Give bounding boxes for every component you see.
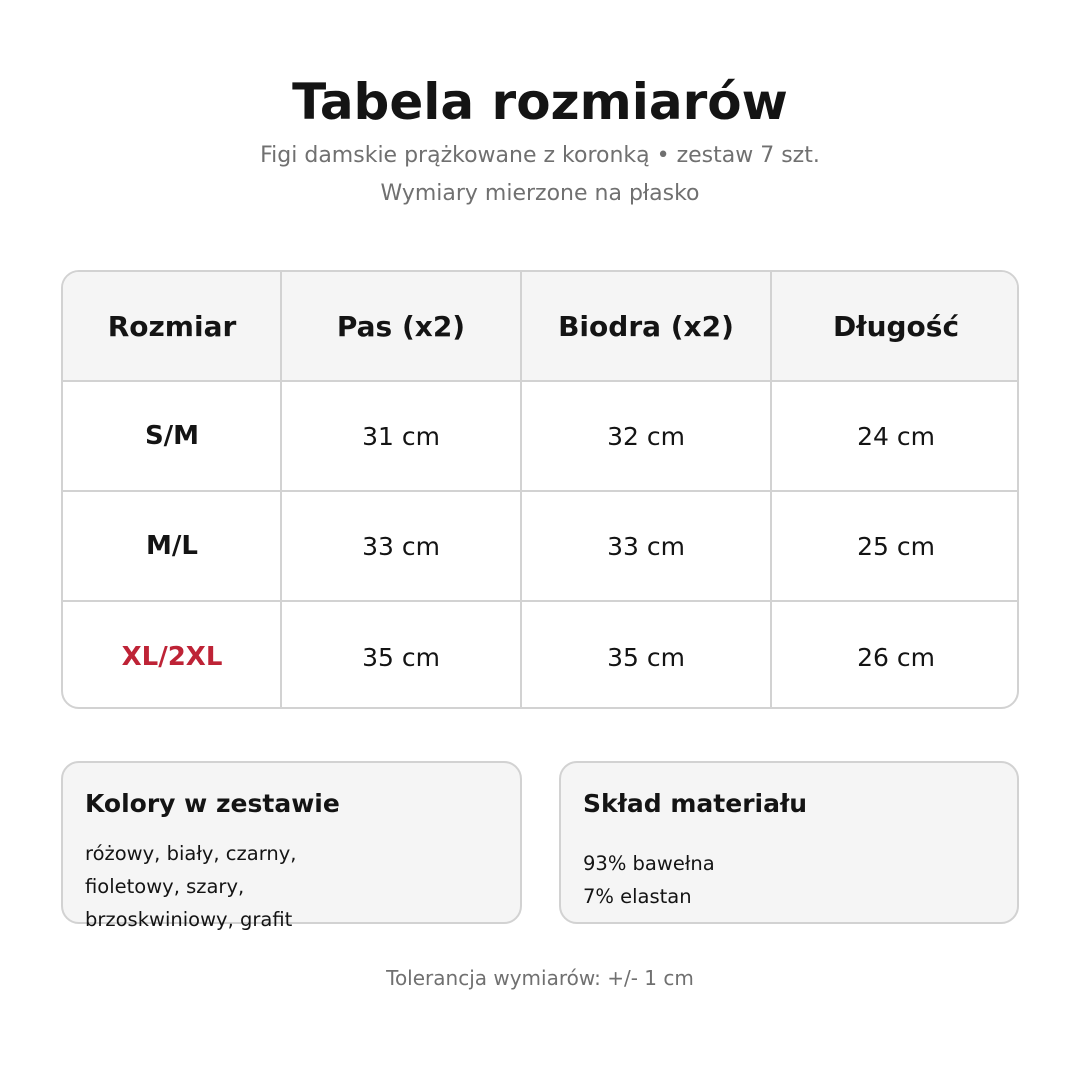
column-header-hips: Biodra (x2) (558, 309, 734, 343)
colors-line: brzoskwiniowy, grafit (85, 908, 293, 931)
column-header-size: Rozmiar (107, 309, 237, 343)
table-row (63, 492, 1017, 602)
size-table (61, 270, 1019, 709)
hips-cell: 33 cm (607, 531, 685, 561)
material-card (559, 761, 1019, 924)
waist-cell: 31 cm (362, 421, 440, 451)
material-line: 93% bawełna (583, 852, 715, 875)
table-header-row (63, 272, 1017, 382)
length-cell: 24 cm (857, 421, 935, 451)
size-cell: M/L (146, 531, 198, 561)
colors-line: różowy, biały, czarny, (85, 842, 297, 865)
colors-card (61, 761, 522, 931)
waist-cell: 33 cm (362, 531, 440, 561)
column-divider (520, 272, 522, 707)
subtitle-product: Figi damskie prążkowane z koronką • zestaw 7 szt. (260, 143, 820, 168)
size-cell-highlighted: XL/2XL (121, 642, 223, 672)
hips-cell: 35 cm (607, 642, 685, 672)
column-divider (770, 272, 772, 707)
subtitle-measure-note: Wymiary mierzone na płasko (380, 181, 700, 206)
material-line: 7% elastan (583, 885, 692, 908)
column-header-waist: Pas (x2) (336, 309, 466, 343)
length-cell: 25 cm (857, 531, 935, 561)
column-header-length: Długość (832, 309, 960, 343)
waist-cell: 35 cm (362, 642, 440, 672)
size-cell: S/M (144, 421, 200, 451)
tolerance-note: Tolerancja wymiarów: +/- 1 cm (386, 966, 694, 990)
column-divider (280, 272, 282, 707)
table-row (63, 602, 1017, 709)
page-title: Tabela rozmiarów (292, 73, 788, 131)
table-row (63, 382, 1017, 492)
material-card-title: Skład materiału (583, 789, 808, 818)
colors-card-title: Kolory w zestawie (85, 789, 340, 818)
hips-cell: 32 cm (607, 421, 685, 451)
colors-line: fioletowy, szary, (85, 875, 245, 898)
length-cell: 26 cm (857, 642, 935, 672)
